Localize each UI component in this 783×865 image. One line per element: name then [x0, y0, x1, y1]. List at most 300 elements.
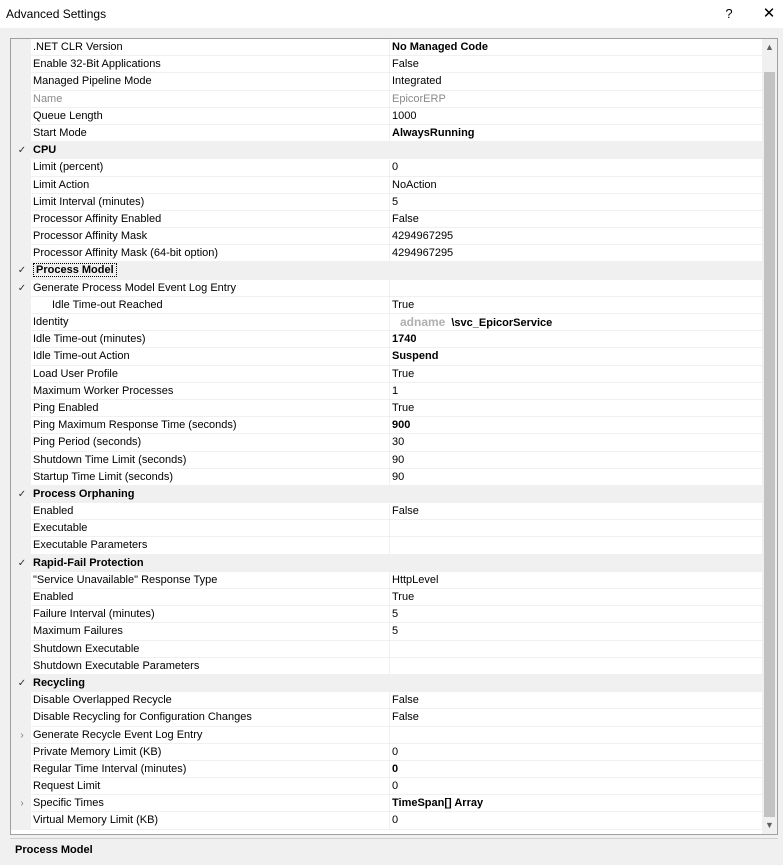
property-value[interactable] — [392, 658, 762, 674]
column-divider — [389, 761, 390, 777]
column-divider — [389, 39, 390, 55]
row-gutter — [11, 159, 31, 175]
property-name — [33, 812, 389, 828]
row-gutter — [11, 383, 31, 399]
property-name — [33, 280, 389, 296]
column-divider — [389, 606, 390, 622]
label-text: Disable Recycling for Configuration Changes — [33, 711, 252, 724]
property-value[interactable] — [392, 211, 762, 227]
row-gutter — [11, 520, 31, 536]
column-divider — [389, 641, 390, 657]
property-name — [33, 366, 389, 382]
property-row[interactable] — [11, 39, 763, 56]
column-divider — [389, 366, 390, 382]
column-divider — [389, 744, 390, 760]
row-gutter — [11, 39, 31, 55]
property-row[interactable] — [11, 211, 763, 228]
collapse-chevron-icon[interactable]: ✓ — [17, 265, 27, 277]
property-name — [33, 177, 389, 193]
label-text: Queue Length — [33, 109, 103, 122]
label-text: Managed Pipeline Mode — [33, 75, 152, 88]
row-gutter — [11, 434, 31, 450]
category-label — [33, 486, 389, 502]
property-row[interactable] — [11, 623, 763, 640]
row-gutter — [11, 297, 31, 313]
label-text: CPU — [33, 144, 57, 157]
value-text: Suspend — [392, 350, 439, 363]
label-text: Generate Recycle Event Log Entry — [33, 728, 203, 741]
property-row[interactable] — [11, 795, 763, 812]
value-text: 5 — [392, 608, 399, 621]
row-gutter — [11, 692, 31, 708]
row-gutter — [11, 606, 31, 622]
property-value[interactable] — [392, 606, 762, 622]
column-divider — [389, 709, 390, 725]
value-text: 5 — [392, 195, 399, 208]
property-name — [33, 520, 389, 536]
row-gutter — [11, 400, 31, 416]
label-text: Idle Time-out (minutes) — [33, 333, 146, 346]
property-value[interactable] — [392, 245, 762, 261]
value-text: 900 — [392, 419, 411, 432]
property-value[interactable] — [392, 108, 762, 124]
property-value[interactable] — [392, 812, 762, 828]
column-divider — [389, 452, 390, 468]
column-divider — [389, 194, 390, 210]
value-text: Integrated — [392, 75, 442, 88]
property-name — [33, 727, 389, 743]
column-divider — [389, 812, 390, 828]
row-gutter — [11, 348, 31, 364]
row-gutter — [11, 778, 31, 794]
label-text: Enabled — [33, 591, 74, 603]
property-row[interactable] — [11, 366, 763, 383]
property-name — [33, 348, 389, 364]
label-text: Limit (percent) — [33, 161, 104, 174]
label-text: Shutdown Executable — [33, 642, 140, 655]
label-text: Disable Overlapped Recycle — [33, 694, 172, 707]
value-text: 90 — [392, 453, 405, 466]
value-text: True — [392, 591, 415, 603]
label-text: .NET CLR Version — [33, 41, 123, 53]
collapse-chevron-icon[interactable]: ✓ — [17, 145, 27, 157]
window-title: Advanced Settings — [6, 7, 107, 21]
property-row[interactable] — [11, 177, 763, 194]
row-gutter — [11, 56, 31, 72]
property-row[interactable] — [11, 297, 763, 314]
row-gutter — [11, 73, 31, 89]
label-text: Process Model — [33, 263, 117, 277]
property-value[interactable] — [392, 314, 762, 330]
category-row[interactable] — [11, 486, 763, 503]
column-divider — [389, 73, 390, 89]
column-divider — [389, 56, 390, 72]
property-row[interactable] — [11, 469, 763, 486]
description-title: Process Model — [15, 844, 93, 856]
property-row[interactable] — [11, 400, 763, 417]
property-name — [33, 572, 389, 588]
property-row[interactable] — [11, 73, 763, 90]
label-text: Shutdown Time Limit (seconds) — [33, 453, 187, 466]
row-gutter — [11, 177, 31, 193]
redacted-text: adname — [400, 315, 446, 329]
label-text: Generate Process Model Event Log Entry — [33, 281, 236, 294]
property-name — [33, 159, 389, 175]
column-divider — [389, 417, 390, 433]
property-row[interactable] — [11, 589, 763, 606]
property-value[interactable] — [392, 73, 762, 89]
property-name — [33, 709, 389, 725]
property-name — [33, 56, 389, 72]
value-text: 5 — [392, 625, 399, 638]
column-divider — [389, 503, 390, 519]
row-gutter — [11, 744, 31, 760]
property-value[interactable] — [392, 348, 762, 364]
property-name — [33, 73, 389, 89]
category-label — [33, 142, 389, 158]
value-text: 0 — [392, 780, 399, 793]
column-divider — [389, 434, 390, 450]
property-row[interactable] — [11, 348, 763, 365]
label-text: Failure Interval (minutes) — [33, 608, 155, 621]
property-name — [33, 744, 389, 760]
property-row[interactable] — [11, 709, 763, 726]
property-value[interactable] — [392, 39, 762, 55]
label-text: Limit Action — [33, 178, 90, 191]
column-divider — [389, 125, 390, 141]
category-label — [33, 262, 389, 278]
property-row[interactable] — [11, 280, 763, 297]
property-row[interactable] — [11, 125, 763, 142]
property-value[interactable] — [392, 537, 762, 553]
property-name — [33, 383, 389, 399]
collapse-chevron-icon[interactable]: ✓ — [17, 488, 27, 500]
property-name — [33, 417, 389, 433]
column-divider — [389, 159, 390, 175]
property-row[interactable] — [11, 606, 763, 623]
property-grid[interactable] — [10, 38, 778, 835]
row-gutter — [11, 469, 31, 485]
label-text: Idle Time-out Action — [33, 350, 130, 363]
collapse-chevron-icon[interactable]: ✓ — [17, 282, 27, 294]
label-text: Enable 32-Bit Applications — [33, 58, 161, 71]
category-row[interactable] — [11, 142, 763, 159]
category-label — [33, 675, 389, 691]
label-text: Idle Time-out Reached — [52, 298, 163, 311]
property-name — [33, 778, 389, 794]
property-name — [33, 658, 389, 674]
row-gutter — [11, 228, 31, 244]
property-value[interactable] — [392, 761, 762, 777]
property-row[interactable] — [11, 383, 763, 400]
label-text: Executable Parameters — [33, 539, 148, 552]
title-bar — [0, 0, 783, 28]
property-row[interactable] — [11, 537, 763, 554]
property-name — [33, 314, 389, 330]
property-name — [33, 228, 389, 244]
property-row[interactable] — [11, 452, 763, 469]
property-value[interactable] — [392, 709, 762, 725]
property-row[interactable] — [11, 572, 763, 589]
value-text: TimeSpan[] Array — [392, 797, 484, 810]
row-gutter — [11, 91, 31, 107]
collapse-chevron-icon[interactable]: ✓ — [17, 557, 27, 569]
property-row[interactable] — [11, 245, 763, 262]
column-divider — [389, 520, 390, 536]
property-row[interactable] — [11, 228, 763, 245]
property-name — [33, 469, 389, 485]
category-row[interactable] — [11, 555, 763, 572]
scroll-up-icon[interactable]: ▲ — [765, 42, 774, 52]
label-text: "Service Unavailable" Response Type — [33, 573, 218, 586]
row-gutter — [11, 452, 31, 468]
property-name — [33, 194, 389, 210]
description-panel — [10, 838, 778, 862]
column-divider — [389, 297, 390, 313]
property-row[interactable] — [11, 417, 763, 434]
close-button[interactable]: ✕ — [762, 5, 776, 22]
property-name — [33, 91, 389, 107]
row-gutter — [11, 623, 31, 639]
label-text: Processor Affinity Mask (64-bit option) — [33, 247, 219, 260]
property-value[interactable] — [392, 572, 762, 588]
value-text: True — [392, 401, 415, 414]
property-row[interactable] — [11, 194, 763, 211]
property-row[interactable] — [11, 778, 763, 795]
property-row[interactable] — [11, 159, 763, 176]
property-value[interactable] — [392, 520, 762, 536]
column-divider — [389, 245, 390, 261]
value-text: False — [392, 711, 419, 724]
property-value[interactable] — [392, 744, 762, 760]
row-gutter — [11, 125, 31, 141]
label-text: Start Mode — [33, 126, 87, 139]
row-gutter — [11, 194, 31, 210]
property-row[interactable] — [11, 520, 763, 537]
property-value[interactable] — [392, 56, 762, 72]
column-divider — [389, 727, 390, 743]
value-text: \svc_EpicorService — [451, 317, 553, 329]
property-row[interactable] — [11, 641, 763, 658]
property-value[interactable] — [392, 383, 762, 399]
value-text: False — [392, 212, 419, 225]
column-divider — [389, 108, 390, 124]
property-name — [33, 452, 389, 468]
label-text: Enabled — [33, 505, 74, 518]
column-divider — [389, 177, 390, 193]
column-divider — [389, 623, 390, 639]
property-value[interactable] — [392, 159, 762, 175]
row-gutter — [11, 709, 31, 725]
expand-chevron-icon[interactable]: › — [20, 798, 24, 810]
property-value[interactable] — [392, 194, 762, 210]
row-gutter — [11, 761, 31, 777]
row-gutter — [11, 658, 31, 674]
row-gutter — [11, 417, 31, 433]
property-row[interactable] — [11, 56, 763, 73]
label-text: Maximum Failures — [33, 625, 123, 638]
category-row[interactable] — [11, 262, 763, 279]
row-gutter — [11, 314, 31, 330]
row-gutter — [11, 589, 31, 605]
property-row[interactable] — [11, 812, 763, 829]
property-row[interactable] — [11, 314, 763, 331]
property-value[interactable] — [392, 228, 762, 244]
value-text: False — [392, 505, 419, 518]
value-text: 0 — [392, 161, 399, 174]
property-row[interactable] — [11, 331, 763, 348]
property-value[interactable] — [392, 177, 762, 193]
category-row[interactable] — [11, 675, 763, 692]
value-text: 4294967295 — [392, 247, 454, 260]
property-value[interactable] — [392, 400, 762, 416]
column-divider — [389, 348, 390, 364]
value-text: 1740 — [392, 333, 417, 346]
column-divider — [389, 280, 390, 296]
property-value[interactable] — [392, 469, 762, 485]
property-name — [33, 245, 389, 261]
column-divider — [389, 589, 390, 605]
label-text: Processor Affinity Mask — [33, 230, 148, 243]
row-gutter — [11, 108, 31, 124]
collapse-chevron-icon[interactable]: ✓ — [17, 677, 27, 689]
column-divider — [389, 795, 390, 811]
value-text: NoAction — [392, 178, 437, 191]
label-text: Rapid-Fail Protection — [33, 556, 144, 569]
property-name — [33, 297, 389, 313]
value-text: EpicorERP — [392, 92, 446, 105]
property-value[interactable] — [392, 641, 762, 657]
value-text: False — [392, 58, 419, 71]
help-button[interactable]: ? — [725, 6, 733, 21]
column-divider — [389, 658, 390, 674]
label-text: Executable — [33, 522, 88, 535]
property-row[interactable] — [11, 108, 763, 125]
row-gutter — [11, 245, 31, 261]
vertical-scrollbar[interactable] — [762, 39, 777, 834]
value-text: 0 — [392, 762, 399, 775]
label-text: Startup Time Limit (seconds) — [33, 470, 173, 483]
value-text: 1 — [392, 384, 399, 397]
label-text: Maximum Worker Processes — [33, 384, 174, 397]
property-name — [33, 623, 389, 639]
label-text: Name — [33, 92, 63, 105]
property-value[interactable] — [392, 417, 762, 433]
property-name — [33, 692, 389, 708]
property-row[interactable] — [11, 744, 763, 761]
column-divider — [389, 331, 390, 347]
label-text: Specific Times — [33, 797, 104, 810]
property-name — [33, 400, 389, 416]
value-text: HttpLevel — [392, 573, 439, 586]
property-value[interactable] — [392, 692, 762, 708]
column-divider — [389, 469, 390, 485]
expand-chevron-icon[interactable]: › — [20, 729, 24, 741]
row-gutter — [11, 503, 31, 519]
property-value[interactable] — [392, 366, 762, 382]
property-name — [33, 641, 389, 657]
column-divider — [389, 314, 390, 330]
property-value[interactable] — [392, 297, 762, 313]
property-name — [33, 125, 389, 141]
column-divider — [389, 400, 390, 416]
property-name — [33, 606, 389, 622]
row-gutter — [11, 812, 31, 828]
property-name — [33, 211, 389, 227]
row-gutter — [11, 211, 31, 227]
label-text: Processor Affinity Enabled — [33, 212, 162, 225]
property-rows — [11, 39, 763, 830]
property-value[interactable] — [392, 125, 762, 141]
value-text: 4294967295 — [392, 230, 454, 243]
column-divider — [389, 383, 390, 399]
value-text: 0 — [392, 745, 399, 758]
label-text: Regular Time Interval (minutes) — [33, 762, 187, 775]
property-name — [33, 39, 389, 55]
property-value[interactable] — [392, 280, 762, 296]
label-text: Recycling — [33, 676, 85, 689]
property-value[interactable] — [392, 795, 762, 811]
row-gutter — [11, 537, 31, 553]
column-divider — [389, 778, 390, 794]
property-name — [33, 331, 389, 347]
property-name — [33, 795, 389, 811]
row-gutter — [11, 572, 31, 588]
column-divider — [389, 91, 390, 107]
property-name — [33, 108, 389, 124]
property-value[interactable] — [392, 623, 762, 639]
value-text: 1000 — [392, 109, 417, 122]
property-row[interactable] — [11, 727, 763, 744]
label-text: Ping Period (seconds) — [33, 436, 142, 449]
property-value[interactable] — [392, 503, 762, 519]
value-text: False — [392, 694, 419, 707]
property-row[interactable] — [11, 91, 763, 108]
value-text: 90 — [392, 470, 405, 483]
label-text: Request Limit — [33, 780, 101, 793]
column-divider — [389, 211, 390, 227]
property-value[interactable] — [392, 452, 762, 468]
label-text: Ping Enabled — [33, 401, 99, 414]
property-value[interactable] — [392, 778, 762, 794]
label-text: Identity — [33, 316, 69, 328]
scroll-down-icon[interactable]: ▼ — [765, 820, 774, 830]
property-row[interactable] — [11, 434, 763, 451]
property-value[interactable] — [392, 434, 762, 450]
label-text: Process Orphaning — [33, 487, 135, 500]
property-value[interactable] — [392, 91, 762, 107]
value-text: No Managed Code — [392, 41, 488, 53]
label-text: Load User Profile — [33, 367, 118, 380]
property-row[interactable] — [11, 658, 763, 675]
column-divider — [389, 572, 390, 588]
property-value[interactable] — [392, 589, 762, 605]
property-row[interactable] — [11, 503, 763, 520]
scroll-thumb[interactable] — [764, 72, 775, 817]
property-value[interactable] — [392, 727, 762, 743]
label-text: Ping Maximum Response Time (seconds) — [33, 419, 237, 432]
row-gutter — [11, 641, 31, 657]
property-name — [33, 589, 389, 605]
property-row[interactable] — [11, 761, 763, 778]
property-value[interactable] — [392, 331, 762, 347]
property-row[interactable] — [11, 692, 763, 709]
property-name — [33, 503, 389, 519]
label-text: Shutdown Executable Parameters — [33, 659, 200, 672]
category-label — [33, 555, 389, 571]
label-text: Limit Interval (minutes) — [33, 195, 145, 208]
property-name — [33, 537, 389, 553]
